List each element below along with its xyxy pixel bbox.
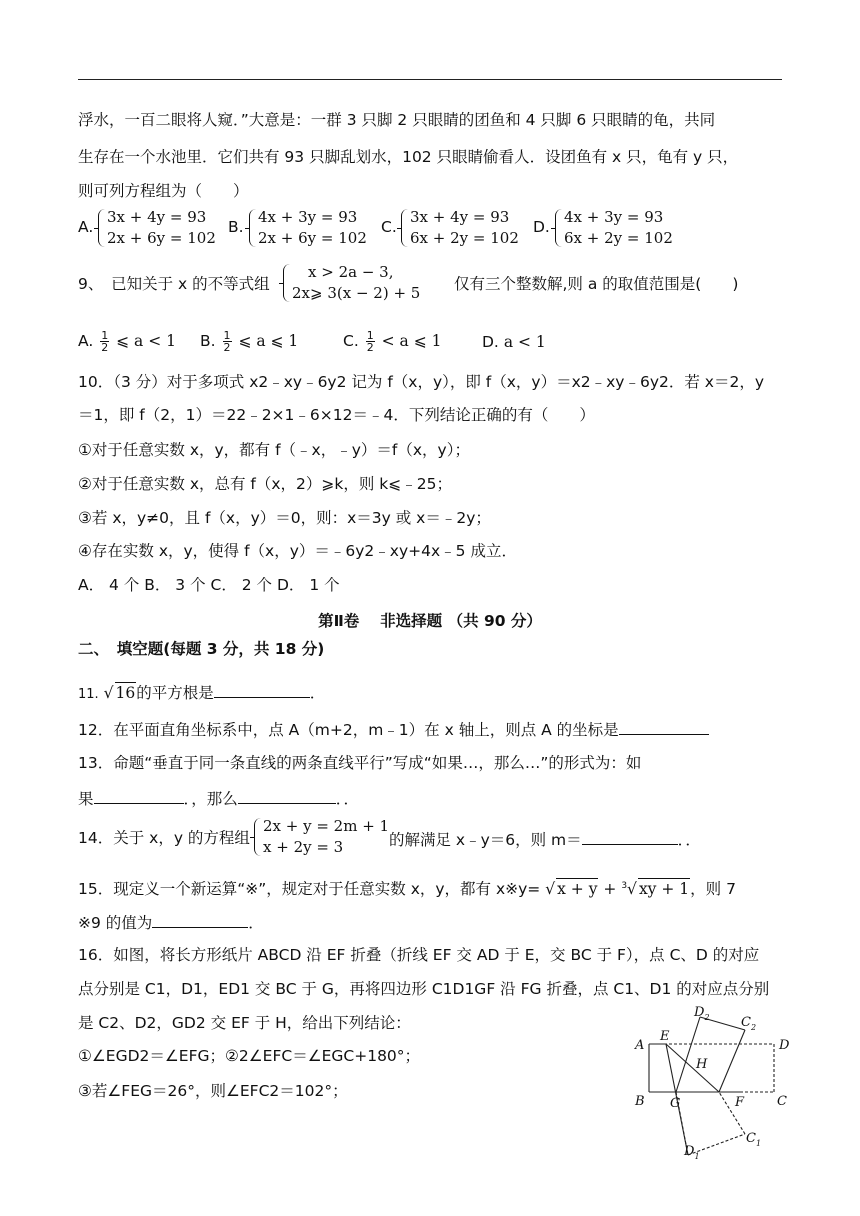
q16-line3: 是 C2、D2，GD2 交 EF 于 H，给出下列结论：: [78, 1014, 411, 1032]
label-H: H: [696, 1057, 708, 1072]
q15-line2: ※9 的值为 ．: [78, 911, 264, 933]
label-A: A: [635, 1038, 645, 1053]
folding-figure: [628, 1006, 798, 1166]
q9-option-b: B. $\frac{1}{2}$ ⩽ a ⩽ 1: [200, 329, 299, 354]
fraction: $\frac{1}{2}$: [223, 329, 231, 354]
label-D: D: [779, 1038, 790, 1053]
q10-options: A． 4 个 B． 3 个 C． 2 个 D． 1 个: [78, 576, 340, 594]
q11: 11. √ 16的平方根是 ．: [78, 681, 325, 705]
q10-statement-3: ③若 x，y≠0，且 f（x，y）＝0，则：x＝3y 或 x＝﹣2y；: [78, 509, 491, 527]
q8-line3: 则可列方程组为（ ）: [78, 182, 249, 200]
q9-option-d: D. a < 1: [482, 333, 546, 351]
q8-option-b-system: 4x + 3y = 93 2x + 6y = 102: [248, 207, 367, 249]
fill-in-heading: 二、 填空题(每题 3 分，共 18 分): [78, 640, 325, 658]
q12: 12．在平面直角坐标系中，点 A（m+2，m﹣1）在 x 轴上，则点 A 的坐标是: [78, 718, 709, 740]
q13-line2: 果 ．，那么 ．．: [78, 787, 359, 809]
sqrt-sign: √: [545, 880, 556, 899]
q8-option-c-label: C.: [381, 218, 397, 236]
sqrt-sign: √: [103, 684, 114, 702]
q9-option-a: A. $\frac{1}{2}$ ⩽ a < 1: [78, 329, 176, 354]
label-F: F: [735, 1095, 745, 1110]
q11-answer-blank[interactable]: [214, 681, 310, 698]
cube-root-sign: √: [627, 880, 637, 899]
q15-answer-blank[interactable]: [152, 911, 248, 928]
q8-option-d-system: 4x + 3y = 93 6x + 2y = 102: [554, 207, 673, 249]
label-G: G: [670, 1096, 681, 1111]
q10-line1: 10．（3 分）对于多项式 x2﹣xy﹣6y2 记为 f（x，y），即 f（x，y）＝x2﹣xy﹣6y2．若 x＝2，y: [78, 373, 765, 391]
q13-then-blank[interactable]: [238, 787, 336, 804]
q10-statement-4: ④存在实数 x，y，使得 f（x，y）＝﹣6y2﹣xy+4x﹣5 成立．: [78, 542, 517, 560]
q8-option-a-system: 3x + 4y = 93 2x + 6y = 102: [97, 207, 216, 249]
q8-line2: 生存在一个水池里．它们共有 93 只脚乱划水，102 只眼睛偷看人．设团鱼有 x 只，龟有 y 只，: [78, 148, 739, 166]
q14-equation-system: 2x + y = 2m + 1 x + 2y = 3: [253, 816, 389, 858]
q16-statement-1-2: ①∠EGD2＝∠EFG；②2∠EFC＝∠EGC+180°；: [78, 1047, 421, 1065]
q10-statement-2: ②对于任意实数 x，总有 f（x，2）⩾k，则 k⩽﹣25；: [78, 475, 452, 493]
header-rule: [78, 79, 782, 80]
q15-line1: 15．现定义一个新运算“※”，规定对于任意实数 x，y，都有 x※y= √ x + y + $^3$√ xy + 1，则 7: [78, 880, 736, 899]
q14-prefix: 14．关于 x，y 的方程组: [78, 829, 250, 847]
q16-statement-3: ③若∠FEG＝26°，则∠EFC2＝102°；: [78, 1082, 348, 1100]
label-E: E: [660, 1029, 670, 1044]
label-C1: $C_1$: [746, 1131, 762, 1148]
q9-suffix: 仅有三个整数解,则 a 的取值范围是( ): [454, 275, 739, 293]
label-B: B: [635, 1094, 645, 1109]
q8-option-a-label: A.: [78, 218, 94, 236]
q16-line2: 点分别是 C1，D1，ED1 交 BC 于 G，再将四边形 C1D1GF 沿 FG 折叠，点 C1、D1 的对应点分别: [78, 980, 770, 998]
fraction: $\frac{1}{2}$: [101, 329, 109, 354]
q8-option-c-system: 3x + 4y = 93 6x + 2y = 102: [400, 207, 519, 249]
q14-answer-blank[interactable]: [582, 828, 678, 845]
label-D1: $D_1$: [684, 1144, 700, 1161]
radicand: 16: [115, 684, 136, 702]
q16-line1: 16．如图，将长方形纸片 ABCD 沿 EF 折叠（折线 EF 交 AD 于 E，交 BC 于 F），点 C、D 的对应: [78, 946, 760, 964]
q10-statement-1: ①对于任意实数 x，y，都有 f（﹣x，﹣y）＝f（x，y）；: [78, 441, 470, 459]
fraction: $\frac{1}{2}$: [366, 329, 374, 354]
q9-inequality-system: x > 2a − 3, 2x⩾ 3(x − 2) + 5: [282, 262, 420, 304]
section-title: 第Ⅱ卷 非选择题 （共 90 分）: [318, 612, 542, 630]
label-C2: $C_2$: [741, 1015, 757, 1032]
q13-if-blank[interactable]: [94, 787, 184, 804]
q8-option-d-label: D.: [533, 218, 550, 236]
q9-prefix: 9、 已知关于 x 的不等式组: [78, 275, 270, 293]
q9-option-c: C. $\frac{1}{2}$ < a ⩽ 1: [343, 329, 442, 354]
q10-line2: ＝1，即 f（2，1）＝22﹣2×1﹣6×12＝﹣4．下列结论正确的有（ ）: [78, 406, 595, 424]
q8-line1: 浮水，一百二眼将人窥．”大意是：一群 3 只脚 2 只眼睛的团鱼和 4 只脚 6 只眼睛的龟，共同: [78, 111, 716, 129]
q12-answer-blank[interactable]: [619, 718, 709, 735]
label-D2: $D_2$: [694, 1006, 710, 1022]
q13-line1: 13．命题“垂直于同一条直线的两条直线平行”写成“如果…，那么…”的形式为：如: [78, 754, 642, 772]
label-C: C: [777, 1094, 787, 1109]
q8-option-b-label: B.: [228, 218, 244, 236]
q14-suffix: 的解满足 x﹣y＝6，则 m＝ ．．: [389, 828, 701, 850]
